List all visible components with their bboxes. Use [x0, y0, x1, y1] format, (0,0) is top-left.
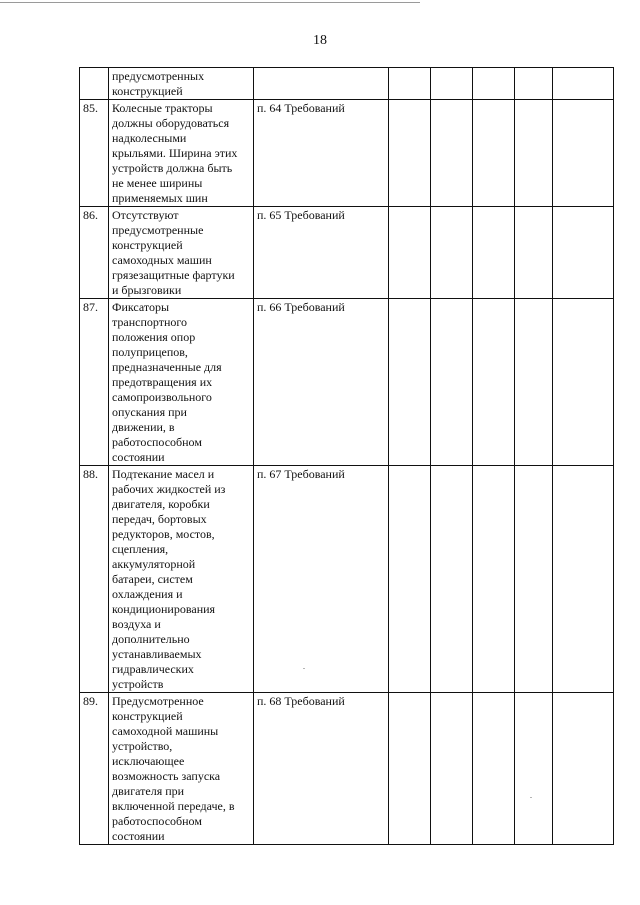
table-row	[80, 693, 614, 845]
empty-cell	[431, 100, 473, 207]
requirement-text-cell: предусмотренных конструкцией	[109, 68, 254, 100]
empty-cell	[515, 466, 553, 693]
table-row	[80, 466, 614, 693]
requirement-text-cell: Предусмотренное конструкцией самоходной машины устройство, исключающее возможность запуска двигателя при включенной передаче, в работоспособном состоянии	[109, 693, 254, 845]
reference-cell	[254, 68, 389, 100]
table-row	[80, 100, 614, 207]
empty-cell	[515, 207, 553, 299]
requirement-text-cell: Подтекание масел и рабочих жидкостей из двигателя, коробки передач, бортовых редукторов, мостов, сцепления, аккумуляторной батареи, систем охлаждения и кондиционирования воздуха и дополнительно устанавливаемых гидравлических устройств	[109, 466, 254, 693]
empty-cell	[473, 207, 515, 299]
reference-cell: п. 68 Требований	[254, 693, 389, 845]
empty-cell	[389, 100, 431, 207]
empty-cell	[389, 207, 431, 299]
empty-cell	[389, 68, 431, 100]
requirement-text-cell: Отсутствуют предусмотренные конструкцией самоходных машин грязезащитные фартуки и брызговики	[109, 207, 254, 299]
requirement-text-cell: Фиксаторы транспортного положения опор полуприцепов, предназначенные для предотвращения их самопроизвольного опускания при движении, в работоспособном состоянии	[109, 299, 254, 466]
table-row-continuation	[80, 68, 614, 100]
requirement-text-cell: Колесные тракторы должны оборудоваться надколесными крыльями. Ширина этих устройств должна быть не менее ширины применяемых шин	[109, 100, 254, 207]
empty-cell	[553, 68, 614, 100]
reference-cell: п. 64 Требований	[254, 100, 389, 207]
empty-cell	[431, 207, 473, 299]
empty-cell	[553, 693, 614, 845]
row-number-cell: 88.	[80, 466, 109, 693]
scan-speck	[530, 797, 532, 798]
empty-cell	[515, 68, 553, 100]
top-scan-rule	[0, 2, 420, 3]
empty-cell	[515, 299, 553, 466]
empty-cell	[389, 466, 431, 693]
empty-cell	[389, 299, 431, 466]
scan-speck	[303, 668, 305, 669]
empty-cell	[515, 100, 553, 207]
empty-cell	[473, 693, 515, 845]
empty-cell	[553, 466, 614, 693]
row-number-cell	[80, 68, 109, 100]
empty-cell	[431, 299, 473, 466]
empty-cell	[473, 466, 515, 693]
page-number: 18	[313, 33, 327, 48]
empty-cell	[473, 100, 515, 207]
reference-cell: п. 67 Требований	[254, 466, 389, 693]
row-number-cell: 87.	[80, 299, 109, 466]
empty-cell	[389, 693, 431, 845]
empty-cell	[473, 68, 515, 100]
reference-cell: п. 65 Требований	[254, 207, 389, 299]
table-row	[80, 299, 614, 466]
empty-cell	[553, 299, 614, 466]
row-number-cell: 85.	[80, 100, 109, 207]
row-number-cell: 89.	[80, 693, 109, 845]
reference-cell: п. 66 Требований	[254, 299, 389, 466]
empty-cell	[431, 693, 473, 845]
empty-cell	[431, 466, 473, 693]
empty-cell	[553, 207, 614, 299]
empty-cell	[553, 100, 614, 207]
row-number-cell: 86.	[80, 207, 109, 299]
requirements-table	[79, 67, 614, 845]
table-row	[80, 207, 614, 299]
empty-cell	[515, 693, 553, 845]
empty-cell	[431, 68, 473, 100]
empty-cell	[473, 299, 515, 466]
